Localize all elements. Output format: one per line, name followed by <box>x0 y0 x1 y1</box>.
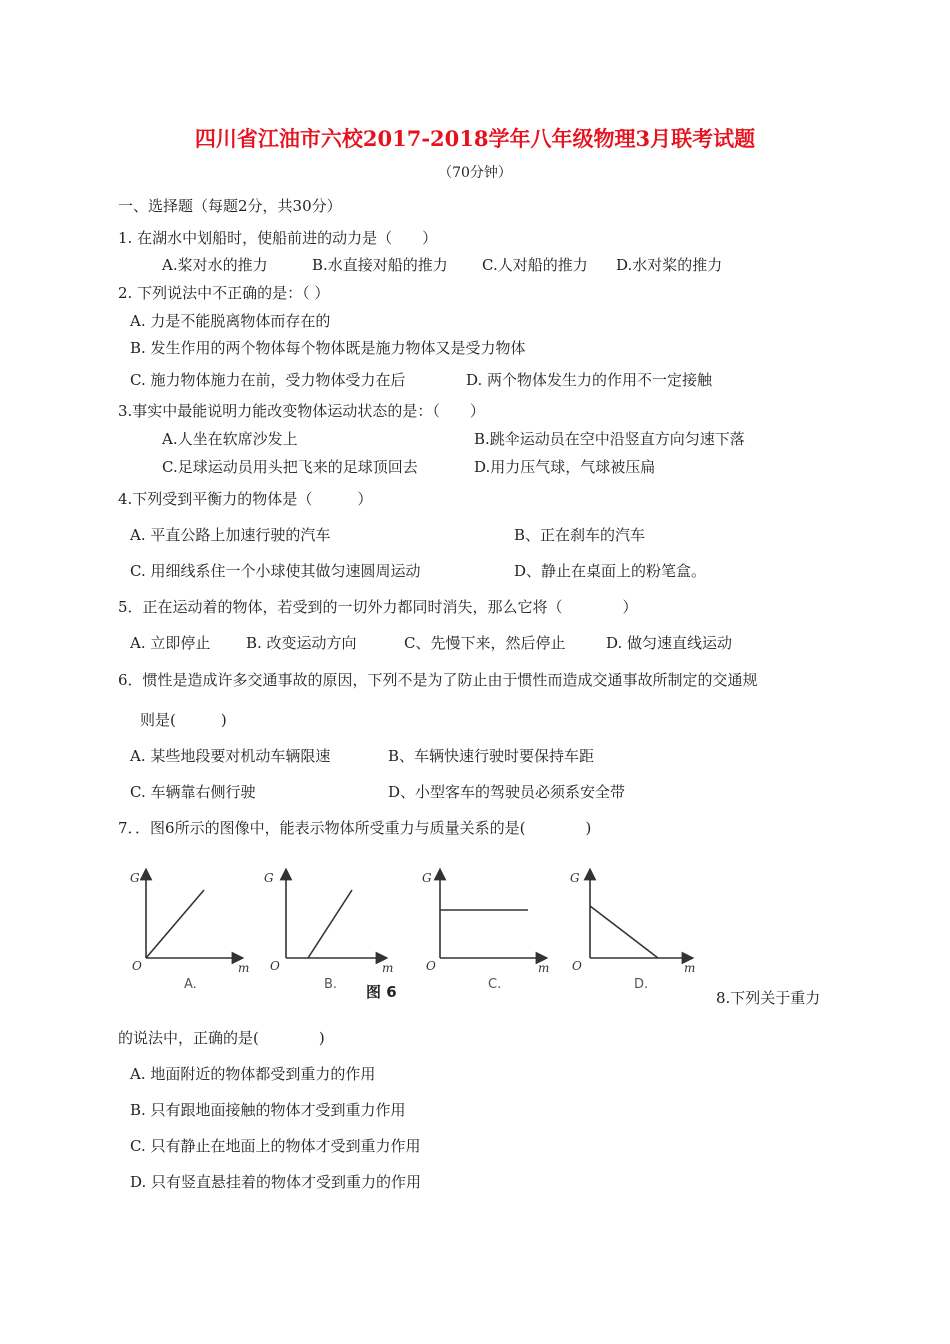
q2-option-c: C. 施力物体施力在前，受力物体受力在后 <box>130 371 406 389</box>
q6-option-c: C. 车辆靠右侧行驶 <box>130 783 256 801</box>
graph-a-x-label: m <box>238 961 250 975</box>
graph-c-caption: C. <box>488 977 502 992</box>
graph-b-caption: B. <box>324 977 338 992</box>
q6-option-d: D、小型客车的驾驶员必须系安全带 <box>388 783 626 801</box>
q8-option-b: B. 只有跟地面接触的物体才受到重力作用 <box>130 1101 406 1119</box>
q3-option-a: A.人坐在软席沙发上 <box>162 430 298 448</box>
graph-b-x-label: m <box>382 961 394 975</box>
graph-a-y-label: G <box>130 871 140 885</box>
q2-stem: 2. 下列说法中不正确的是：（ ） <box>118 284 330 302</box>
q2-option-a: A. 力是不能脱离物体而存在的 <box>130 312 331 330</box>
graph-b <box>258 866 398 996</box>
q5-option-b: B. 改变运动方向 <box>246 634 357 652</box>
graph-a-origin: O <box>132 959 142 973</box>
q2-option-b: B. 发生作用的两个物体每个物体既是施力物体又是受力物体 <box>130 339 526 357</box>
graph-c-x-label: m <box>538 961 550 975</box>
section-heading: 一、选择题（每题2分，共30分） <box>118 197 342 215</box>
q1-option-b: B.水直接对船的推力 <box>312 256 448 274</box>
q1-option-c: C.人对船的推力 <box>482 256 588 274</box>
graph-a <box>118 866 258 996</box>
graph-c-origin: O <box>426 959 436 973</box>
graph-b-line <box>308 890 352 958</box>
q1-option-a: A.桨对水的推力 <box>162 256 268 274</box>
graph-c <box>418 866 558 996</box>
graph-c-y-label: G <box>422 871 432 885</box>
q6-stem-line2: 则是( ) <box>140 711 227 729</box>
graph-b-origin: O <box>270 959 280 973</box>
graph-b-y-label: G <box>264 871 274 885</box>
q5-stem: 5．正在运动着的物体，若受到的一切外力都同时消失，那么它将（ ） <box>118 598 638 616</box>
q4-option-c: C. 用细线系住一个小球使其做匀速圆周运动 <box>130 562 421 580</box>
q8-option-a: A. 地面附近的物体都受到重力的作用 <box>130 1065 376 1083</box>
q5-option-d: D. 做匀速直线运动 <box>606 634 733 652</box>
q6-option-b: B、车辆快速行驶时要保持车距 <box>388 747 595 765</box>
graph-d-origin: O <box>572 959 582 973</box>
graph-a-caption: A. <box>184 977 197 992</box>
q8-stem-line1: 8.下列关于重力 <box>716 989 821 1007</box>
q1-stem: 1. 在湖水中划船时，使船前进的动力是（ ） <box>118 229 438 247</box>
graph-d-caption: D. <box>634 977 649 992</box>
q4-option-a: A. 平直公路上加速行驶的汽车 <box>130 526 331 544</box>
graph-a-line <box>146 890 204 958</box>
graph-d <box>564 866 704 996</box>
page-title: 四川省江油市六校2017-2018学年八年级物理3月联考试题 <box>194 126 756 151</box>
q2-option-d: D. 两个物体发生力的作用不一定接触 <box>466 371 713 389</box>
q8-stem-line2: 的说法中，正确的是( ) <box>118 1029 325 1047</box>
figure-label: 图 6 <box>366 983 397 1001</box>
q5-option-a: A. 立即停止 <box>130 634 211 652</box>
q1-option-d: D.水对桨的推力 <box>616 256 723 274</box>
q4-stem: 4.下列受到平衡力的物体是（ ） <box>118 490 373 508</box>
q5-option-c: C、先慢下来，然后停止 <box>404 634 566 652</box>
exam-duration: （70分钟） <box>438 165 512 181</box>
q4-option-d: D、静止在桌面上的粉笔盒。 <box>514 562 707 580</box>
graph-d-x-label: m <box>684 961 696 975</box>
graph-d-y-label: G <box>570 871 580 885</box>
q3-option-b: B.跳伞运动员在空中沿竖直方向匀速下落 <box>474 430 745 448</box>
q8-option-c: C. 只有静止在地面上的物体才受到重力作用 <box>130 1137 421 1155</box>
q8-option-d: D. 只有竖直悬挂着的物体才受到重力的作用 <box>130 1173 422 1191</box>
q6-option-a: A. 某些地段要对机动车辆限速 <box>130 747 331 765</box>
graph-d-line <box>590 906 658 958</box>
q4-option-b: B、正在刹车的汽车 <box>514 526 646 544</box>
q7-stem: 7．．图6所示的图像中，能表示物体所受重力与质量关系的是( ) <box>118 819 592 837</box>
q3-stem: 3.事实中最能说明力能改变物体运动状态的是：（ ） <box>118 402 485 420</box>
q3-option-c: C.足球运动员用头把飞来的足球顶回去 <box>162 458 418 476</box>
q3-option-d: D.用力压气球，气球被压扁 <box>474 458 656 476</box>
q6-stem-line1: 6．惯性是造成许多交通事故的原因，下列不是为了防止由于惯性而造成交通事故所制定的交通规 <box>118 671 758 689</box>
